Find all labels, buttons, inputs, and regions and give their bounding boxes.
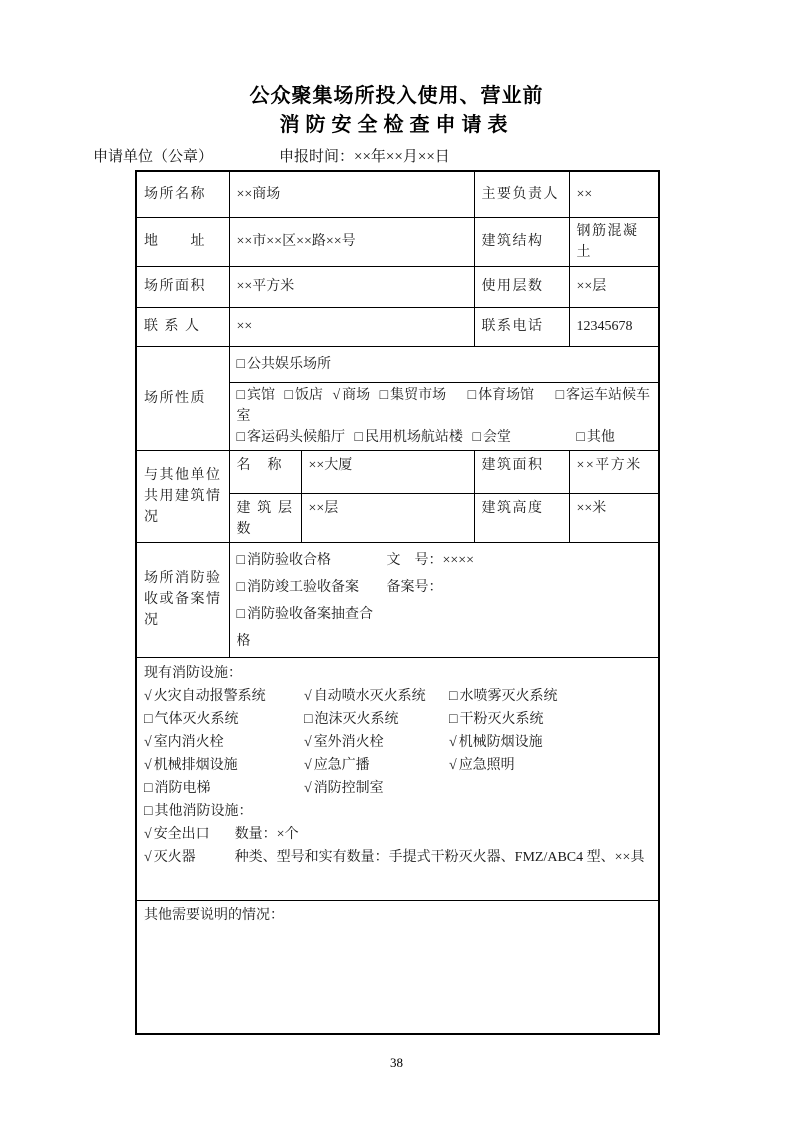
checkbox-icon: □ [555, 387, 565, 403]
facilities-extinguisher-line [144, 846, 651, 869]
venue-nature-line1 [229, 346, 659, 382]
facilities-grid-row [144, 754, 651, 777]
venue-nature-label: 场所性质 [136, 346, 229, 450]
checkbox-item [449, 754, 651, 777]
checkbox-label: 其他 [586, 429, 615, 445]
remarks-cell: 其他需要说明的情况： [136, 900, 659, 1034]
field-value: 钢筋混凝土 [569, 217, 659, 266]
table-row-venue-name [136, 171, 659, 217]
field-value: ×× [229, 307, 474, 346]
form-meta-row [93, 146, 793, 166]
facilities-other-line [144, 800, 651, 823]
field-label: 建筑高度 [474, 493, 569, 542]
check-mark-icon: √ [144, 688, 152, 704]
checkbox-label: 公共娱乐场所 [246, 356, 331, 372]
field-label: 地 址 [136, 217, 229, 266]
checkbox-item [380, 388, 446, 403]
checkbox-icon: □ [354, 429, 363, 445]
form-title-line1: 公众聚集场所投入使用、营业前 [249, 85, 544, 107]
field-label: 联系电话 [474, 307, 569, 346]
checkbox-label: 机械防烟设施 [458, 734, 543, 750]
checkbox-label: 室内消火栓 [153, 734, 224, 750]
checkbox-label: 应急照明 [458, 757, 515, 773]
checkbox-item [144, 731, 304, 754]
acceptance-options [229, 542, 659, 657]
checkbox-icon: □ [576, 429, 585, 445]
checkbox-label: 火灾自动报警系统 [153, 688, 266, 704]
table-row-remarks [136, 900, 659, 1034]
check-mark-icon: √ [144, 757, 152, 773]
checkbox-icon: □ [144, 803, 153, 819]
field-label: 建筑结构 [474, 217, 569, 266]
checkbox-label: 民用机场航站楼 [364, 429, 463, 445]
checkbox-label: 消防电梯 [154, 780, 211, 796]
applicant-unit-label: 申请单位（公章） [93, 149, 214, 165]
checkbox-item [237, 357, 331, 372]
field-value: ××商场 [229, 171, 474, 217]
field-value: 12345678 [569, 307, 659, 346]
checkbox-item [237, 388, 275, 403]
venue-nature-options [229, 382, 659, 450]
report-time-label: 申报时间：××年××月××日 [279, 149, 450, 165]
table-row-shared-building-1 [136, 450, 659, 493]
checkbox-icon: □ [304, 711, 313, 727]
checkbox-item [304, 754, 449, 777]
checkbox-label: 安全出口 [153, 826, 210, 842]
checkbox-label: 应急广播 [313, 757, 370, 773]
table-row-area [136, 266, 659, 307]
checkbox-item [144, 708, 304, 731]
checkbox-icon: □ [379, 387, 389, 403]
field-label: 联 系 人 [136, 307, 229, 346]
table-row-facilities [136, 657, 659, 900]
application-table [135, 170, 660, 1035]
checkbox-icon: □ [472, 429, 481, 445]
checkbox-label: 消防验收备案抽查合格 [236, 606, 373, 649]
field-sublabel: 名 称 [229, 450, 301, 493]
checkbox-item [332, 388, 370, 403]
check-mark-icon: √ [304, 780, 312, 796]
checkbox-icon: □ [236, 552, 245, 568]
checkbox-item [576, 430, 614, 445]
checkbox-label: 气体灭火系统 [154, 711, 239, 727]
field-value: ××层 [569, 266, 659, 307]
check-mark-icon: √ [332, 387, 341, 403]
checkbox-icon: □ [449, 688, 458, 704]
checkbox-icon: □ [467, 387, 477, 403]
check-mark-icon: √ [144, 849, 152, 865]
checkbox-item [237, 574, 387, 601]
check-mark-icon: √ [304, 757, 312, 773]
table-row-acceptance [136, 542, 659, 657]
checkbox-icon: □ [236, 387, 245, 403]
checkbox-item [304, 708, 449, 731]
field-value: ×× [569, 171, 659, 217]
acceptance-line [237, 574, 652, 601]
checkbox-item [284, 388, 322, 403]
doc-number-label: 文 号： [386, 552, 443, 568]
checkbox-item [449, 685, 651, 708]
checkbox-label: 干粉灭火系统 [459, 711, 544, 727]
facilities-grid-row [144, 731, 651, 754]
acceptance-label: 场所消防验收或备案情况 [136, 542, 229, 657]
checkbox-icon: □ [236, 429, 245, 445]
field-label: 场所名称 [136, 171, 229, 217]
field-value: ××大厦 [301, 450, 474, 493]
facilities-exit-line [144, 823, 651, 846]
checkbox-label: 体育场馆 [478, 387, 535, 403]
checkbox-label: 泡沫灭火系统 [314, 711, 399, 727]
facilities-grid-row [144, 685, 651, 708]
field-value: ××平方米 [229, 266, 474, 307]
field-value: ××平方米 [569, 450, 659, 493]
checkbox-icon: □ [144, 711, 153, 727]
checkbox-item [304, 777, 449, 800]
checkbox-item [144, 777, 304, 800]
checkbox-icon: □ [236, 606, 245, 622]
checkbox-label: 客运码头候船厅 [246, 429, 345, 445]
page-number: 38 [390, 1055, 403, 1070]
checkbox-icon: □ [236, 579, 245, 595]
checkbox-label: 客运车站候车室 [236, 387, 651, 424]
doc-number-value: ×××× [442, 552, 475, 568]
checkbox-icon: □ [236, 356, 245, 372]
checkbox-item [472, 430, 510, 445]
checkbox-label: 灭火器 [153, 849, 196, 865]
checkbox-label: 集贸市场 [390, 387, 447, 403]
checkbox-label: 室外消火栓 [313, 734, 384, 750]
table-row-venue-nature-1 [136, 346, 659, 382]
checkbox-label: 自动喷水灭火系统 [313, 688, 426, 704]
facilities-grid-row [144, 777, 651, 800]
checkbox-item [449, 731, 651, 754]
acceptance-line [237, 601, 652, 655]
field-value: ××层 [301, 493, 474, 542]
form-title-line2: 消防安全检查申请表 [279, 114, 514, 136]
extinguisher-detail: 种类、型号和实有数量：手提式干粉灭火器、FMZ/ABC4 型、××具 [234, 849, 645, 865]
check-mark-icon: √ [304, 688, 312, 704]
record-number-label: 备案号： [386, 579, 443, 595]
checkbox-icon: □ [144, 780, 153, 796]
checkbox-item [237, 430, 345, 445]
checkbox-label: 会堂 [482, 429, 511, 445]
field-label: 主要负责人 [474, 171, 569, 217]
checkbox-label: 消防控制室 [313, 780, 384, 796]
check-mark-icon: √ [144, 734, 152, 750]
checkbox-label: 商场 [342, 387, 371, 403]
checkbox-label: 宾馆 [246, 387, 275, 403]
checkbox-icon: □ [284, 387, 293, 403]
checkbox-label: 机械排烟设施 [153, 757, 238, 773]
check-mark-icon: √ [304, 734, 312, 750]
checkbox-item [449, 708, 651, 731]
field-value: ××米 [569, 493, 659, 542]
checkbox-label: 消防竣工验收备案 [246, 579, 359, 595]
check-mark-icon: √ [144, 826, 152, 842]
field-label: 场所面积 [136, 266, 229, 307]
checkbox-label: 其他消防设施： [154, 803, 253, 819]
field-value: ××市××区××路××号 [229, 217, 474, 266]
facilities-title: 现有消防设施： [144, 665, 242, 681]
checkbox-item [354, 430, 462, 445]
table-row-address [136, 217, 659, 266]
checkbox-item [237, 601, 387, 655]
field-sublabel: 建筑层数 [229, 493, 301, 542]
checkbox-item [144, 754, 304, 777]
check-mark-icon: √ [449, 734, 457, 750]
table-row-contact [136, 307, 659, 346]
checkbox-item [237, 547, 387, 574]
checkbox-item [304, 685, 449, 708]
shared-building-label: 与其他单位共用建筑情况 [136, 450, 229, 542]
checkbox-label: 消防验收合格 [246, 552, 331, 568]
exit-quantity: 数量：×个 [234, 826, 299, 842]
acceptance-line [237, 547, 652, 574]
checkbox-label: 饭店 [294, 387, 323, 403]
checkbox-icon: □ [449, 711, 458, 727]
checkbox-label: 水喷雾灭火系统 [459, 688, 558, 704]
checkbox-item [468, 388, 534, 403]
check-mark-icon: √ [449, 757, 457, 773]
facilities-grid-row [144, 708, 651, 731]
facilities-cell [136, 657, 659, 900]
venue-nature-line2 [237, 385, 652, 427]
field-label: 建筑面积 [474, 450, 569, 493]
checkbox-item [304, 731, 449, 754]
field-label: 使用层数 [474, 266, 569, 307]
checkbox-item [144, 685, 304, 708]
venue-nature-line3 [237, 427, 652, 448]
